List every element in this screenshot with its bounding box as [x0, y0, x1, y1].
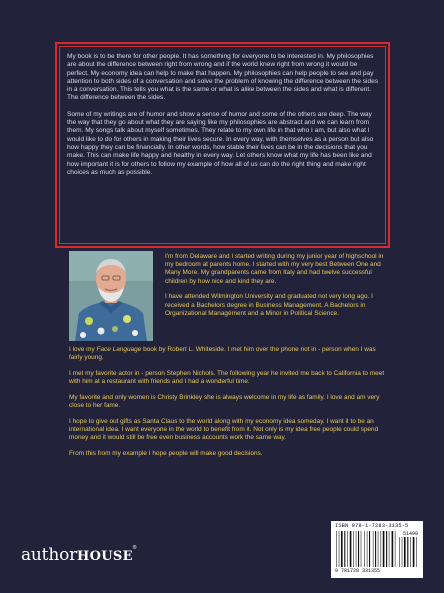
barcode-bar — [375, 531, 376, 567]
price-code: 51499 — [402, 531, 418, 537]
barcode-bar — [413, 537, 415, 567]
barcode-bar — [407, 537, 408, 567]
summary-box — [59, 46, 386, 244]
barcode-bar — [336, 531, 337, 567]
bio-paragraph-5: My favorite and only women is Christy Brinkley she is always welcome in my life as family. I love and am very close to her fame. — [69, 394, 380, 410]
barcode-bar — [369, 531, 370, 567]
barcode-bar — [353, 531, 354, 567]
logo-house: HOUSE — [77, 549, 133, 564]
barcode-bar — [416, 537, 417, 567]
logo-author: author — [21, 545, 78, 565]
bio-paragraph-2: I have attended Wilmington University and graduated not very long ago. I received a Bachelors degree in Business Management. A Bachelors in Organizational Managément and a Minor in Political Science. — [165, 293, 373, 317]
bio-paragraph-7: From this from my example I hope people will make good decisions. — [69, 450, 263, 458]
barcode-bar — [392, 531, 394, 567]
barcode-bar — [389, 531, 390, 567]
bio-full-width — [69, 346, 387, 466]
author-portrait-icon — [69, 251, 153, 341]
isbn-barcode — [331, 521, 423, 578]
barcode-bar — [350, 531, 352, 567]
author-photo — [69, 251, 153, 341]
barcode-bar — [341, 531, 343, 567]
barcode-bar — [358, 531, 359, 567]
barcode-bar — [364, 531, 365, 567]
bio-beside-photo — [165, 253, 387, 326]
logo-mark: ® — [132, 545, 137, 551]
bio-paragraph-face-language — [69, 346, 387, 362]
barcode-bar — [402, 537, 403, 567]
publisher-logo — [21, 545, 136, 565]
barcode-bar — [410, 537, 411, 567]
barcode-bar — [399, 537, 400, 567]
barcode-bar — [373, 531, 374, 567]
isbn-number: 9 781728 331355 — [335, 568, 381, 574]
face-language-title: Face Language — [96, 346, 142, 353]
bio-paragraph-1: I'm from Delaware and I started writing during my junior year of highschool in my bedroom at parents home. I started with my very best Between One and Many More. My grandparents came from Italy and had twelve successful children by how nice and kind they are. — [165, 253, 384, 285]
bio-paragraph-4: I met my favorite actor in - person Stephen Nichols. The following year he invited me back to California to meet with him at a restaurant with friends and I had a wonderful time. — [69, 370, 385, 386]
bio-paragraph-6: I hope to give out gifts as Santa Claus to the world along with my economy idea someday. I want it to be an international idea. I want everyone in the world to benefit from it. Not only is my idea free people could spend money and it would still be free even business accounts work the same way. — [69, 418, 379, 442]
barcode-bar — [339, 531, 340, 567]
isbn-label: ISBN 978-1-7283-3135-5 — [335, 523, 409, 529]
barcode-bar — [361, 531, 362, 567]
barcode-icon — [335, 530, 419, 568]
barcode-bar — [395, 531, 396, 567]
face-language-after: book by Robert L. Whiteside. I met him over the phone not in - person when I was fairly young. — [69, 346, 376, 362]
barcode-bar — [347, 531, 348, 567]
barcode-bar — [356, 531, 357, 567]
barcode-bar — [344, 531, 345, 567]
barcode-bar — [404, 537, 406, 567]
summary-frame — [55, 42, 390, 248]
barcode-bar — [381, 531, 382, 567]
barcode-bar — [386, 531, 387, 567]
face-language-before: I love my — [69, 346, 97, 353]
barcode-bar — [367, 531, 368, 567]
barcode-bar — [383, 531, 385, 567]
barcode-bar — [378, 531, 379, 567]
summary-paragraph-2: Some of my writings are of humor and show a sense of humor and some of the others are deep. The way the way that they go about what they are saying like my philosophies are abstract and we can learn from them. My songs talk about myself sometimes. They relate to my own life in that who I am, but also what I would like to do for others in making their lives secure. In every way, with themselves as a person but also how happy they can be financially. In other words, how stable their lives can be in the decisions that you make. This can make life happy and healthy in every way. Let others know what my life has been like and how important it is for others to follow my example of how all of us can do the right thing and make right choices as much as possible. — [67, 110, 374, 176]
summary-paragraph-1: My book is to be there for other people. It has something for everyone to be interested in. My philosophies are about the difference between right from wrong and if the world knew right from wrong it would be perfect. My economy idea can help to make that happen. My philosophies can help people to see and pay attention to both sides of a conversation and solve the problem of knowing the difference between the sides in a conversation. This tells you what is the same or what is alike between the sides and what is different. The difference between the sides. — [67, 53, 379, 102]
